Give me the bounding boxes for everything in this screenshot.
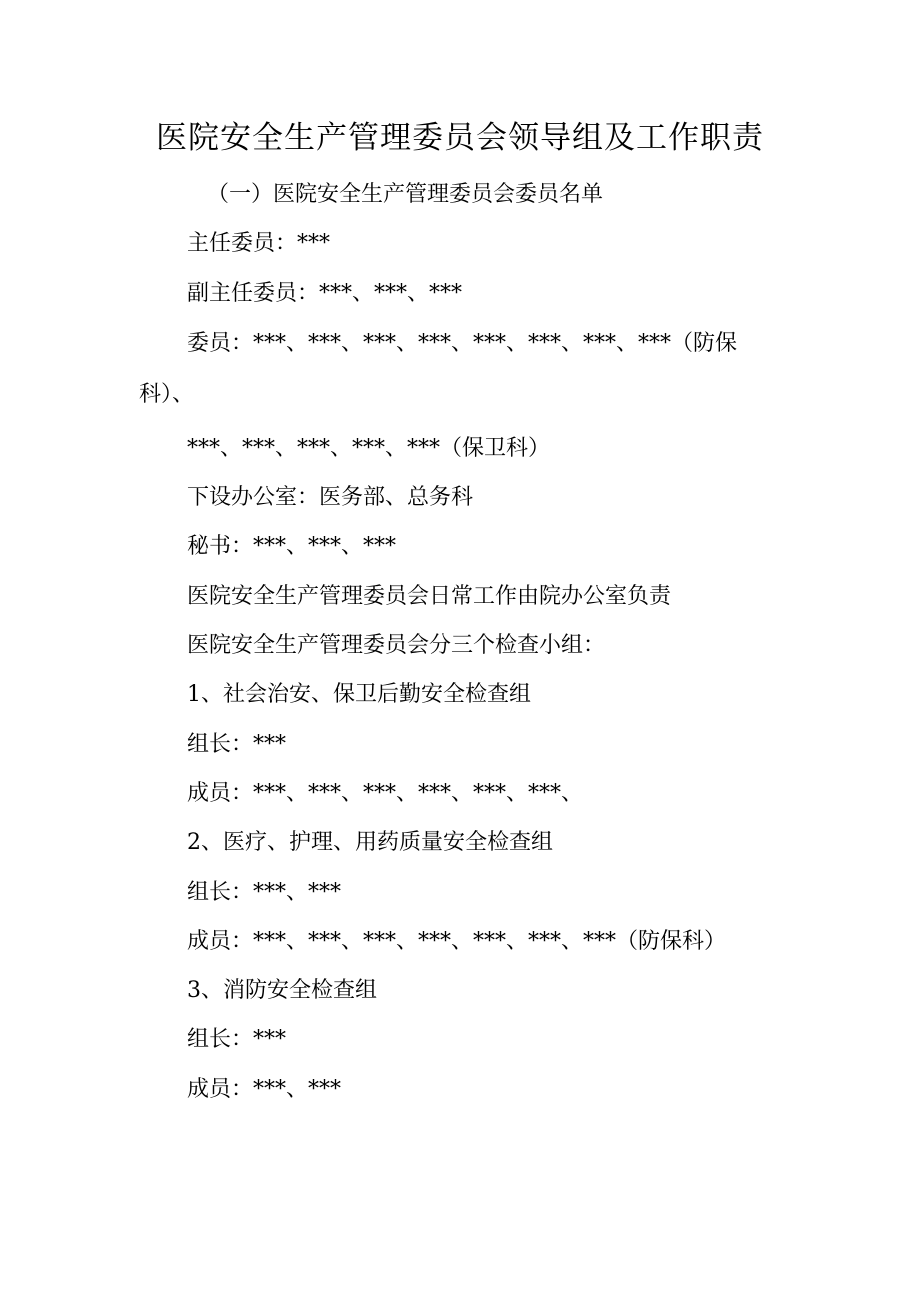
groups-intro-line: 医院安全生产管理委员会分三个检查小组： (187, 633, 606, 659)
group-members: 成员：***、***、***、***、***、***、***（防保科） (187, 928, 727, 954)
group-name: 3、消防安全检查组 (187, 978, 377, 1004)
group-members: 成员：***、*** (187, 1076, 342, 1102)
director-line: 主任委员：*** (187, 231, 331, 257)
daily-work-line: 医院安全生产管理委员会日常工作由院办公室负责 (187, 583, 672, 609)
secretary-line: 秘书：***、***、*** (187, 534, 397, 560)
group-members: 成员：***、***、***、***、***、***、 (187, 780, 584, 806)
group-leader: 组长：*** (187, 1027, 287, 1053)
section-heading: （一）医院安全生产管理委员会委员名单 (207, 182, 604, 207)
vice-director-line: 副主任委员：***、***、*** (187, 280, 463, 306)
group-name: 1、社会治安、保卫后勤安全检查组 (187, 682, 531, 708)
document-title: 医院安全生产管理委员会领导组及工作职责 (156, 120, 764, 156)
office-line: 下设办公室：医务部、总务科 (187, 485, 474, 511)
group-name: 2、医疗、护理、用药质量安全检查组 (187, 830, 553, 856)
members-line: 委员：***、***、***、***、***、***、***、***（防保科）、 (139, 330, 738, 407)
document-body (139, 170, 779, 1114)
group-leader: 组长：***、*** (187, 879, 342, 905)
members-continuation-line: ***、***、***、***、***（保卫科） (187, 435, 551, 461)
group-leader: 组长：*** (187, 731, 287, 757)
